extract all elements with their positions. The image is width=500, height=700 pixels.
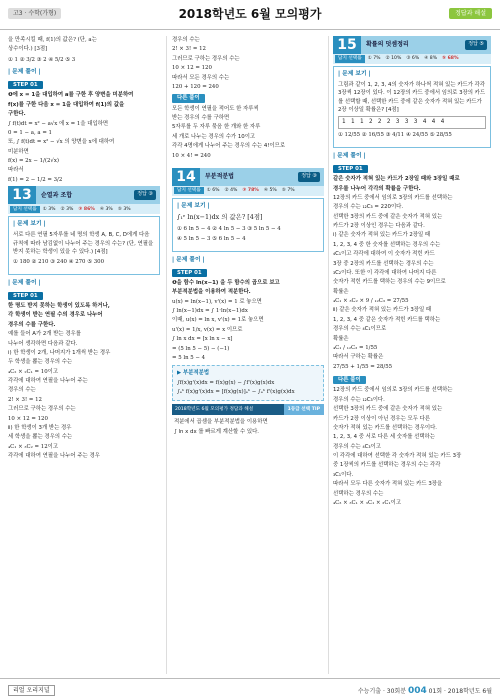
rate: ④ 5% [263,188,277,194]
text-line: 경우의 수는 ₄C₃이고 [333,443,381,450]
footer-info [358,685,492,699]
rate: ② 4% [224,188,238,194]
step-badge: STEP 01 [172,269,207,277]
text-line: ∫ f(t)dt = x² − a√x 에 x = 1을 대입하면 [8,120,109,127]
text-line: 경우의 수는 [8,387,36,394]
text-line: 카드가 2장 이상인 경우는 다음과 같다. [333,223,425,230]
solution-label: | 문제 풀이 | [8,69,41,76]
rates-label: 답지 선택률 [174,187,204,194]
text-line: ∫ ln(x−1)dx = ∫ 1·ln(x−1)dx [172,308,248,315]
text-line: 모든 학생이 연필을 적어도 한 자루씩 [172,105,259,112]
text-line: ⅰ) 한 학생이 2개, 나머지가 1개씩 받는 경우 [8,349,111,356]
text-line: ₄C₁ × ₃C₂ = 12이고 [8,443,59,450]
text-line: ₄C₁이고 각각에 대하여 이 숫자가 적힌 카드 [333,251,435,258]
column-right [333,36,491,674]
column-divider [166,36,167,674]
rate: ⑤ 3% [117,206,131,212]
text-line: 중 1장씩의 카드를 선택하는 경우의 수는 각각 [333,462,441,469]
rate: ③ 86% [78,206,95,212]
choice-rates [8,204,160,214]
question-14-header [172,168,324,186]
answer-choices: ④ 5 ln 5 − 3 ⑤ 6 ln 5 − 4 [177,236,246,243]
rate: ⑤ 7% [281,188,295,194]
problem-box [172,198,324,252]
text-line: 각각에 대하여 연필을 나누어 주는 [8,378,88,385]
choice-rates [333,54,491,64]
text-line: 10 × 4! = 240 [172,152,211,159]
text-line: 5자루를 두 자루 묶음 한 개와 한 자루 [172,124,261,131]
text-line: 또, ∫ f(t)dt = x² − √x 의 양변을 x에 대하여 [8,139,115,146]
footer-exam: 01회 · 2018학년도 6월 [428,688,492,695]
solution-label: | 문제 풀이 | [333,152,366,159]
step-badge: STEP 01 [8,81,43,89]
text-line: 선택한 3장의 카드 중에 같은 숫자가 적혀 있는 [333,406,443,413]
text-line: 그러므로 구하는 경우의 수는 [172,55,240,62]
text-line: ₄C₂ × ₂C₁ = 10이고 [8,368,59,375]
solution-continued [172,36,324,91]
problem-label: | 문제 보기 | [338,71,371,77]
text-line: 선택하는 경우의 수는 [333,490,384,497]
solution-body [8,120,160,185]
text-line: 확률은 [333,288,349,295]
answer-choices: ① 180 ② 210 ③ 240 ④ 270 ⑤ 300 [13,259,105,266]
text-line: 카드가 2장 이상이 아닌 경우는 모두 다른 [333,415,431,422]
text-line: ₄C₁ / ₁₂C₃ = 1/55 [333,344,378,351]
question-15-header [333,36,491,54]
intro-text [8,36,160,54]
series-name: 리얼 오리지널 [8,685,55,696]
card-row: 1 1 1 2 2 2 3 3 3 4 4 4 [338,116,486,129]
rate: ⑤ 68% [442,56,459,62]
answer-choices: ① 6 ln 5 − 4 ② 4 ln 5 − 3 ③ 5 ln 5 − 4 [177,225,281,232]
step-summary [8,91,160,118]
answer-badge: 정답 ③ [134,190,156,200]
tip-bar-badge: 1등급 선택 TIP [284,404,324,415]
text-line: 120 + 120 = 240 [172,83,219,90]
text-line: 예를 들어 A가 2개 받는 경우를 [8,331,81,338]
text-line: ❶에 x = 1을 대입하여 a를 구한 후 양변을 미분하여 [8,92,134,99]
tip-bar [172,404,324,415]
text-line: 선택한 3장의 카드 중에 같은 숫자가 적혀 있는 [333,213,443,220]
text-line: ∫ₐᵇ f(x)g'(x)dx = [f(x)g(x)]ₐᵇ − ∫ₐᵇ f'(x)g(x)dx [177,389,295,396]
text-line: 따라서 [8,167,24,174]
text-line: 확률은 [333,335,349,342]
column-middle [172,36,324,674]
text-line: ∫f(x)g'(x)dx = f(x)g(x) − ∫f'(x)g(x)dx [177,379,275,386]
choice-rates [172,186,324,196]
rate: ④ 3% [99,206,113,212]
text-line: 세 학생을 뽑는 경우의 수는 [8,434,73,441]
tip-bar-label: 2018학년도 6월 모의평가 정답과 해설 [172,404,284,415]
text-line: ₄C₃ × ₃C₁ × ₃C₁ × ₃C₁이고 [333,499,402,506]
question-13-header [8,186,160,204]
step-summary [333,175,491,193]
solution-label: | 문제 풀이 | [172,256,205,263]
answer-choices: ① 12/55 ② 16/55 ③ 4/11 ④ 24/55 ⑤ 28/55 [338,132,452,139]
text-line: 경우를 나누어 각각의 확률을 구한다. [333,185,421,192]
text-line: 숫자가 적혀 있는 카드를 선택하는 경우이다. [333,424,438,431]
text-line: 부분적분법을 이용하여 적분한다. [172,289,251,296]
text-line: f(x) = 2x − 1/(2√x) [8,158,59,165]
text-line: 12장의 카드 중에서 임의로 3장의 카드를 선택하는 [333,387,453,394]
question-topic: 부분적분법 [205,173,234,181]
page-number: 004 [407,686,427,696]
text-line: 이때, u(x) = ln x, v'(x) = 1로 놓으면 [172,317,264,324]
answer-badge: 정답 ③ [298,172,320,182]
problem-box [8,216,160,274]
text-line: 각각에 대하여 연필을 나누어 주는 경우 [8,453,100,460]
rate: ② 3% [60,206,74,212]
text-line: 한 명도 받지 못하는 학생이 있도록 하거나, [8,303,110,310]
text-line: ❶을 함수 ln(x−1) 을 두 함수의 곱으로 보고 [172,279,280,286]
text-line: 미분하면 [8,148,29,155]
text-line: u'(x) = 1/x, v(x) = x 이므로 [172,326,243,333]
question-number: 13 [8,186,36,204]
subject-tag: 고3 · 수학(가형) [8,8,61,19]
step-summary [172,279,324,297]
text-line: u(x) = ln(x−1), v'(x) = 1 로 놓으면 [172,298,262,305]
text-line: 경우의 수는 ₁₂C₃이다. [333,396,385,403]
text-line: 경우의 수는 ₁₂C₃ = 220이다. [333,204,404,211]
text-line: 27/55 + 1/55 = 28/55 [333,363,393,370]
column-divider [328,36,329,674]
rates-label: 답지 선택률 [335,55,365,62]
text-line: ⅱ) 같은 숫자가 적혀 있는 카드가 3장일 때 [333,307,432,314]
formula-tip [172,365,324,401]
text-line: f(x)를 구한 다음 x = 1을 대입하여 f(1)의 값을 [8,101,125,108]
text-line: ⅱ) 한 학생이 3개 받는 경우 [8,424,72,431]
rate: ④ 8% [424,56,438,62]
problem-text: 그림과 같이 1, 2, 3, 4의 숫자가 하나씩 적혀 있는 카드가 각각 3장씩 12장이 있다. 이 12장의 카드 중에서 임의로 3장의 카드를 선택할 때, 선택한 카드 중에 같은 숫자가 적혀 있는 카드가 2장 이상일 확률은? [4점] [338,81,486,114]
question-topic: 순열과 조합 [41,191,73,199]
text-line: 두 학생을 뽑는 경우의 수는 [8,359,73,366]
step-badge: STEP 01 [8,292,43,300]
problem-box [333,66,491,148]
question-number: 15 [333,36,361,54]
page-header [0,0,500,30]
problem-text: 서로 다른 연필 5자루를 네 명의 학생 A, B, C, D에게 다음 규칙에 따라 남김없이 나누어 주는 경우의 수는? (단, 연필을 받지 못하는 학생이 있을 수 있다.) [4점] [13,232,154,255]
text-line: 12장의 카드 중에서 임의로 3장의 카드를 선택하는 [333,194,453,201]
rate: ① 6% [206,188,220,194]
text-line: 각 학생이 받는 연필 수의 경우로 나누어 [8,312,103,319]
text-line: 상수이다.) [3점] [8,46,48,53]
text-line: 을 만족시킬 때, f(1)의 값은? (단, a는 [8,37,97,43]
text-line: 경우의 수는 [172,37,200,43]
tip-body [172,415,324,440]
step-summary [8,302,160,329]
rate: ① 7% [367,56,381,62]
text-line: 10 × 12 = 120 [8,415,48,422]
text-line: ∫ ln x dx = [x ln x − x] [172,336,233,343]
text-line: 따라서 구하는 확률은 [333,354,384,361]
question-number: 14 [172,168,200,186]
problem-label: | 문제 보기 | [13,221,46,228]
text-line: 받는 경우의 수를 구하면 [172,115,230,121]
tip-title: ▶ 부분적분법 [177,370,210,377]
answers-tab[interactable]: 정답과 해설 [449,8,492,19]
text-line: ∫ ln x dx 를 빠르게 계산할 수 있다. [174,428,260,435]
text-line: ₄C₁ × ₃C₂ × 9 / ₁₂C₃ = 27/55 [333,298,409,305]
rate: ③ 6% [406,56,420,62]
problem-text: ∫₁ᵉ ln(x−1)dx 의 값은? [4점] [177,212,263,221]
text-line: 1, 2, 3, 4 중 서로 다른 세 숫자를 선택하는 [333,434,435,441]
rate: ② 10% [385,56,402,62]
text-line: 그러므로 구하는 경우의 수는 [8,406,76,413]
answer-choices: ① 1 ② 3/2 ③ 2 ④ 5/2 ⑤ 3 [8,56,76,63]
solution-body [333,194,491,371]
text-line: ⅰ) 같은 숫자가 적혀 있는 카드가 2장일 때 [333,232,431,239]
text-line: 3장 중 2장의 카드를 선택하는 경우의 수는 [333,260,434,267]
text-line: = (5 ln 5 − 5) − (−1) [172,345,230,352]
text-line: 나누어 생각하면 다음과 같다. [8,340,78,347]
rate: ③ 78% [242,188,259,194]
solution-label: | 문제 풀이 | [8,279,41,286]
solution-body [8,330,160,460]
text-line: ₃C₂이다. 또한 이 각각에 대하여 나머지 다른 [333,269,437,276]
problem-label: | 문제 보기 | [177,202,210,209]
page-footer [0,678,500,700]
text-line: 1, 2, 3, 4 중 한 숫자를 선택하는 경우의 수는 [333,241,441,248]
other-solution-body [333,386,491,507]
step-badge: STEP 01 [333,165,368,173]
other-solution-badge: 다른 풀이 [333,376,366,384]
text-line: = 5 ln 5 − 4 [172,354,206,361]
text-line: 숫자가 적힌 카드를 택하는 경우의 수는 9이므로 [333,279,446,286]
text-line: 각각 4명에게 나누어 주는 경우의 수는 4!이므로 [172,143,286,150]
text-line: 10 × 12 = 120 [172,65,212,72]
page-title: 2018학년도 6월 모의평가 [178,7,322,21]
column-left [8,36,160,674]
text-line: 구한다. [8,111,26,118]
text-line: 경우의 수를 구한다. [8,321,56,328]
text-line: 이 각각에 대하여 선택한 각 숫자가 적혀 있는 카드 3장 [333,453,462,460]
text-line: ₃C₁이다. [333,471,354,478]
text-line: 2! × 3! = 12 [8,396,42,403]
text-line: 경우의 수는 ₄C₁이므로 [333,326,387,333]
other-solution-body [172,105,324,160]
solution-body [172,298,324,363]
text-line: f(1) = 2 − 1/2 = 3/2 [8,176,63,183]
text-line: 1, 2, 3, 4 중 같은 숫자가 적힌 카드를 택하는 [333,316,441,323]
question-topic: 확률의 덧셈정리 [366,41,409,49]
text-line: 같은 숫자가 적혀 있는 카드가 2장일 때와 3장일 때로 [333,176,460,183]
text-line: 세 개로 나누는 경우의 수가 10이고 [172,133,256,140]
answer-badge: 정답 ⑤ [465,40,487,50]
text-line: 2! × 3! = 12 [172,46,206,53]
rates-label: 답지 선택률 [10,206,40,213]
footer-series: 수능기출 · 30회분 [357,688,407,695]
text-line: 0 = 1 − a, a = 1 [8,129,52,136]
rate: ① 3% [42,206,56,212]
text-line: 따라서 모든 경우의 수는 [172,74,230,81]
other-solution-badge: 다른 풀이 [172,94,205,102]
text-line: 따라서 모두 다른 숫자가 적혀 있는 카드 3장을 [333,481,443,488]
text-line: 적분에서 곱셈을 부분적분법을 이용하면 [174,419,268,426]
